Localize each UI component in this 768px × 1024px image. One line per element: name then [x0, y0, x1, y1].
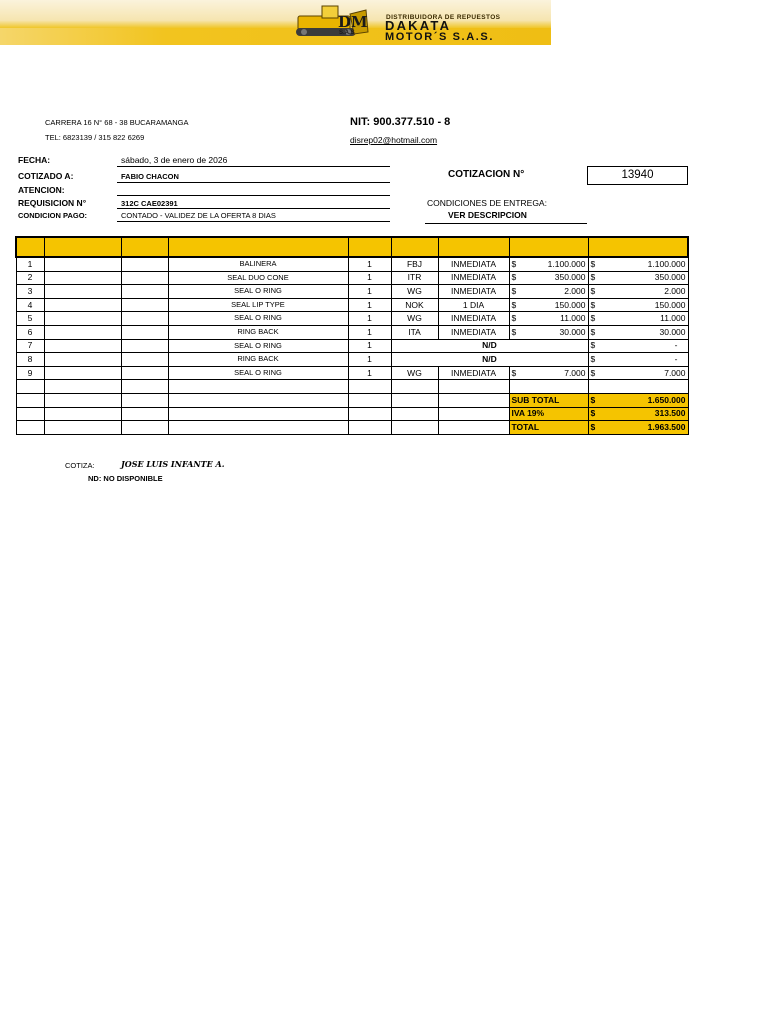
currency-symbol: $	[590, 340, 596, 351]
iva-row-label: IVA 19%	[509, 407, 588, 421]
amount: 350.000	[554, 272, 586, 283]
row-total-price	[588, 312, 688, 326]
row-blank-2	[121, 366, 168, 380]
row-brand: NOK	[391, 298, 438, 312]
currency-symbol: $	[590, 326, 596, 337]
row-brand: WG	[391, 312, 438, 326]
empty-cell	[391, 421, 438, 435]
row-brand: FBJ	[391, 257, 438, 271]
iva-row-value	[588, 407, 688, 421]
amount: 2.000	[564, 285, 586, 296]
condicion-pago-value: CONTADO - VALIDEZ DE LA OFERTA 8 DIAS	[121, 211, 276, 220]
distributor-tagline: DISTRIBUIDORA DE REPUESTOS	[386, 14, 501, 21]
row-description: SEAL O RING	[168, 285, 348, 299]
currency-symbol: $	[590, 258, 596, 269]
row-total-price	[588, 325, 688, 339]
row-blank-2	[121, 257, 168, 271]
currency-symbol: $	[511, 326, 517, 337]
table-row	[16, 312, 688, 326]
row-description: RING BACK	[168, 325, 348, 339]
condicion-pago-label: CONDICION PAGO:	[18, 211, 88, 220]
row-blank-2	[121, 325, 168, 339]
row-blank-1	[44, 353, 121, 367]
table-row	[16, 257, 688, 271]
row-blank-2	[121, 353, 168, 367]
empty-cell	[588, 380, 688, 394]
row-brand: WG	[391, 366, 438, 380]
subtotal-row-label: SUB TOTAL	[509, 393, 588, 407]
entrega-value: VER DESCRIPCION	[448, 210, 527, 220]
empty-cell	[168, 393, 348, 407]
cotiza-signature: JOSE LUIS INFANTE A.	[121, 459, 225, 469]
amount: 30.000	[659, 326, 686, 337]
empty-cell	[121, 407, 168, 421]
row-description: BALINERA	[168, 257, 348, 271]
empty-cell	[438, 421, 509, 435]
row-total-price	[588, 285, 688, 299]
row-quantity: 1	[348, 325, 391, 339]
requisicion-label: REQUISICION N°	[18, 198, 87, 208]
amount: 30.000	[559, 326, 586, 337]
requisicion-value: 312C CAE02391	[121, 199, 178, 208]
empty-cell	[121, 380, 168, 394]
row-blank-1	[44, 298, 121, 312]
empty-cell	[391, 380, 438, 394]
row-quantity: 1	[348, 271, 391, 285]
row-blank-1	[44, 271, 121, 285]
logo-subtext: S.A.S	[339, 30, 355, 36]
nd-note: ND: NO DISPONIBLE	[88, 474, 163, 483]
empty-cell	[348, 421, 391, 435]
row-description: RING BACK	[168, 353, 348, 367]
currency-symbol: $	[590, 299, 596, 310]
fecha-label: FECHA:	[18, 155, 51, 165]
company-address: CARRERA 16 N° 68 - 38 BUCARAMANGA	[45, 118, 189, 127]
empty-cell	[168, 407, 348, 421]
empty-cell	[391, 407, 438, 421]
row-delivery: INMEDIATA	[438, 325, 509, 339]
entrega-label: CONDICIONES DE ENTREGA:	[427, 198, 547, 208]
row-delivery: INMEDIATA	[438, 285, 509, 299]
currency-symbol: $	[511, 285, 517, 296]
row-number: 1	[16, 257, 44, 271]
currency-symbol: $	[511, 272, 517, 283]
empty-cell	[121, 393, 168, 407]
currency-symbol: $	[590, 353, 596, 364]
row-number: 6	[16, 325, 44, 339]
empty-cell	[44, 421, 121, 435]
fecha-value: sábado, 3 de enero de 2026	[121, 155, 228, 165]
subtotal-row	[16, 393, 688, 407]
cotizacion-label: COTIZACION N°	[448, 169, 525, 180]
currency-symbol: $	[590, 285, 596, 296]
row-number: 7	[16, 339, 44, 353]
row-quantity: 1	[348, 366, 391, 380]
empty-cell	[16, 421, 44, 435]
amount: 1.963.500	[647, 421, 686, 432]
row-unit-price	[509, 298, 588, 312]
amount: -	[674, 353, 678, 364]
row-delivery: INMEDIATA	[438, 271, 509, 285]
row-blank-2	[121, 298, 168, 312]
amount: 150.000	[654, 299, 686, 310]
row-blank-2	[121, 339, 168, 353]
row-quantity: 1	[348, 339, 391, 353]
row-blank-2	[121, 312, 168, 326]
row-blank-1	[44, 325, 121, 339]
row-brand: WG	[391, 285, 438, 299]
empty-cell	[438, 407, 509, 421]
row-quantity: 1	[348, 312, 391, 326]
empty-cell	[348, 393, 391, 407]
currency-symbol: $	[590, 313, 596, 324]
amount: 11.000	[660, 313, 686, 324]
row-quantity: 1	[348, 257, 391, 271]
table-row-empty	[16, 380, 688, 394]
table-row	[16, 271, 688, 285]
items-table	[15, 236, 689, 435]
row-total-price	[588, 366, 688, 380]
row-unit-price	[509, 312, 588, 326]
empty-cell	[16, 380, 44, 394]
atencion-label: ATENCION:	[18, 185, 65, 195]
amount: 350.000	[654, 272, 686, 283]
row-quantity: 1	[348, 353, 391, 367]
currency-symbol: $	[511, 258, 517, 269]
empty-cell	[168, 421, 348, 435]
row-quantity: 1	[348, 298, 391, 312]
empty-cell	[16, 407, 44, 421]
row-unit-price	[509, 325, 588, 339]
empty-cell	[44, 393, 121, 407]
row-not-available: N/D	[391, 353, 588, 367]
row-total-price	[588, 339, 688, 353]
table-row	[16, 366, 688, 380]
empty-cell	[438, 380, 509, 394]
row-delivery: 1 DIA	[438, 298, 509, 312]
row-blank-1	[44, 285, 121, 299]
row-number: 2	[16, 271, 44, 285]
cotizado-value: FABIO CHACON	[121, 172, 179, 181]
row-number: 5	[16, 312, 44, 326]
company-banner	[0, 0, 551, 45]
table-row	[16, 298, 688, 312]
row-description: SEAL DUO CONE	[168, 271, 348, 285]
amount: -	[674, 340, 678, 351]
amount: 150.000	[554, 299, 586, 310]
empty-cell	[391, 393, 438, 407]
empty-cell	[348, 380, 391, 394]
empty-cell	[121, 421, 168, 435]
row-blank-1	[44, 312, 121, 326]
empty-cell	[509, 380, 588, 394]
amount: 1.100.000	[547, 258, 586, 269]
currency-symbol: $	[590, 272, 596, 283]
table-row	[16, 285, 688, 299]
row-description: SEAL O RING	[168, 339, 348, 353]
row-total-price	[588, 298, 688, 312]
row-description: SEAL O RING	[168, 366, 348, 380]
row-delivery: INMEDIATA	[438, 366, 509, 380]
row-delivery: INMEDIATA	[438, 312, 509, 326]
amount: 7.000	[564, 367, 586, 378]
amount: 11.000	[560, 313, 586, 324]
row-total-price	[588, 257, 688, 271]
total-row-value	[588, 421, 688, 435]
row-brand: ITA	[391, 325, 438, 339]
row-not-available: N/D	[391, 339, 588, 353]
row-number: 3	[16, 285, 44, 299]
row-unit-price	[509, 285, 588, 299]
amount: 7.000	[664, 367, 686, 378]
table-header-row	[16, 237, 688, 257]
cotiza-label: COTIZA:	[65, 461, 95, 470]
row-brand: ITR	[391, 271, 438, 285]
company-email[interactable]: disrep02@hotmail.com	[350, 135, 438, 145]
empty-cell	[168, 380, 348, 394]
subtotal-row-value	[588, 393, 688, 407]
row-unit-price	[509, 257, 588, 271]
amount: 1.650.000	[647, 394, 686, 405]
table-row	[16, 353, 688, 367]
total-row-label: TOTAL	[509, 421, 588, 435]
currency-symbol: $	[511, 313, 517, 324]
currency-symbol: $	[590, 394, 596, 405]
row-delivery: INMEDIATA	[438, 257, 509, 271]
logo-text: DM	[338, 13, 368, 31]
amount: 1.100.000	[647, 258, 686, 269]
cotizado-label: COTIZADO A:	[18, 171, 74, 181]
row-blank-1	[44, 257, 121, 271]
empty-cell	[438, 393, 509, 407]
company-phone: TEL: 6823139 / 315 822 6269	[45, 133, 145, 142]
currency-symbol: $	[590, 408, 596, 419]
cotizacion-number: 13940	[587, 166, 688, 185]
row-unit-price	[509, 271, 588, 285]
row-total-price	[588, 271, 688, 285]
brand-name-line2: MOTOR´S S.A.S.	[385, 31, 494, 43]
currency-symbol: $	[590, 421, 596, 432]
total-row	[16, 421, 688, 435]
row-blank-2	[121, 285, 168, 299]
row-quantity: 1	[348, 285, 391, 299]
currency-symbol: $	[511, 367, 517, 378]
table-row	[16, 325, 688, 339]
empty-cell	[348, 407, 391, 421]
empty-cell	[44, 380, 121, 394]
row-blank-2	[121, 271, 168, 285]
row-blank-1	[44, 366, 121, 380]
row-number: 9	[16, 366, 44, 380]
amount: 313.500	[654, 408, 686, 419]
row-number: 8	[16, 353, 44, 367]
company-nit: NIT: 900.377.510 - 8	[350, 116, 451, 128]
iva-row	[16, 407, 688, 421]
currency-symbol: $	[511, 299, 517, 310]
table-row	[16, 339, 688, 353]
row-description: SEAL O RING	[168, 312, 348, 326]
currency-symbol: $	[590, 367, 596, 378]
brand-name: DAKATA	[385, 18, 452, 33]
row-number: 4	[16, 298, 44, 312]
empty-cell	[44, 407, 121, 421]
row-unit-price	[509, 366, 588, 380]
row-blank-1	[44, 339, 121, 353]
amount: 2.000	[664, 285, 686, 296]
empty-cell	[16, 393, 44, 407]
row-total-price	[588, 353, 688, 367]
row-description: SEAL LIP TYPE	[168, 298, 348, 312]
